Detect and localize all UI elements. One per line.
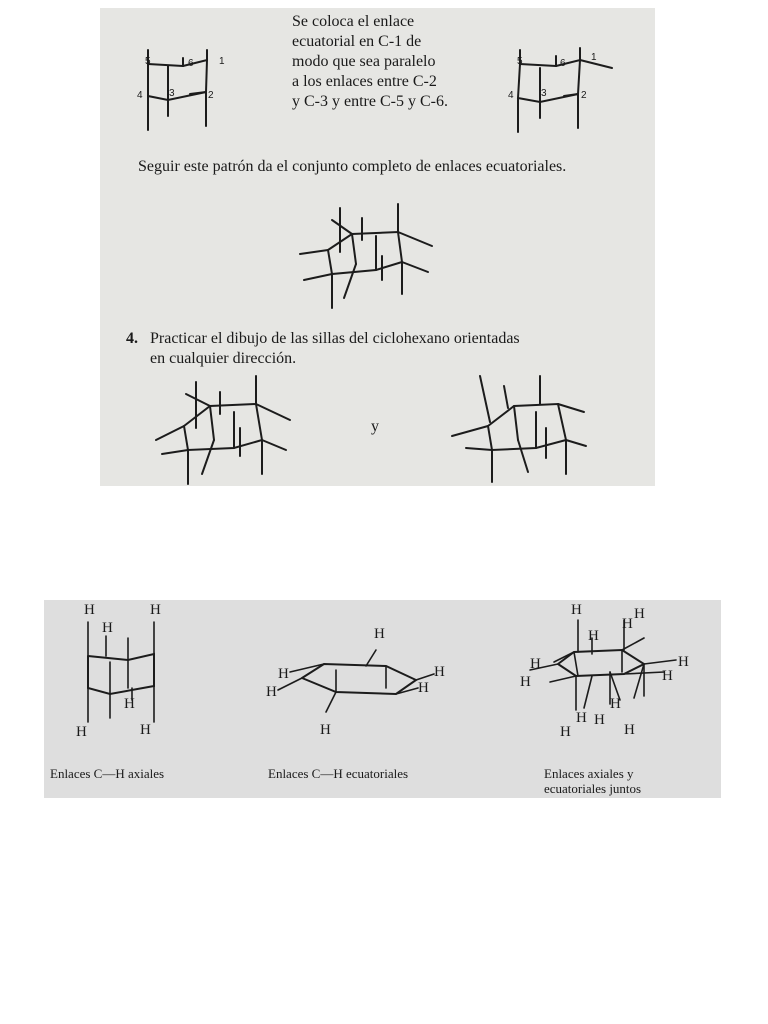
step-line-2: en cualquier dirección. xyxy=(150,350,297,367)
h-atom-label: H xyxy=(374,626,385,642)
h-atom-label: H xyxy=(418,680,429,696)
h-atom-label: H xyxy=(571,602,582,618)
h-atom-label: H xyxy=(678,654,689,670)
chair-axial-bonds xyxy=(88,622,154,722)
carbon-label-3-left: 3 xyxy=(169,88,175,99)
intro-line: modo que sea paralelo xyxy=(292,53,436,70)
intro-line: ecuatorial en C-1 de xyxy=(292,33,422,50)
carbon-label-6-right: 6 xyxy=(560,58,566,69)
carbon-label-2-left: 2 xyxy=(208,90,214,101)
h-atom-label: H xyxy=(622,616,633,632)
caption-both-line-2: ecuatoriales juntos xyxy=(544,781,642,796)
h-atom-label: H xyxy=(520,674,531,690)
intro-line: Se coloca el enlace xyxy=(292,13,415,30)
conjunction-y: y xyxy=(371,418,379,435)
carbon-label-5-left: 5 xyxy=(145,56,151,67)
h-atom-label: H xyxy=(84,602,95,618)
h-atom-label: H xyxy=(434,664,445,680)
h-atom-label: H xyxy=(140,722,151,738)
h-atom-label: H xyxy=(662,668,673,684)
h-atom-label: H xyxy=(102,620,113,636)
h-atom-label: H xyxy=(530,656,541,672)
intro-text xyxy=(292,12,448,112)
h-atom-label: H xyxy=(576,710,587,726)
h-atom-label: H xyxy=(278,666,289,682)
caption-both-line-1: Enlaces axiales y xyxy=(544,766,634,781)
carbon-label-6-left: 6 xyxy=(188,58,194,69)
chair-axial-equatorial-bonds xyxy=(530,620,676,710)
h-atom-label: H xyxy=(624,722,635,738)
caption-axial: Enlaces C—H axiales xyxy=(50,766,165,781)
carbon-label-3-right: 3 xyxy=(541,88,547,99)
h-atom-label: H xyxy=(560,724,571,740)
step-number: 4. xyxy=(126,330,138,347)
intro-line: a los enlaces entre C-2 xyxy=(292,73,437,90)
h-atom-label: H xyxy=(594,712,605,728)
h-atom-label: H xyxy=(610,696,621,712)
chair-practice-right xyxy=(452,376,586,482)
carbon-label-2-right: 2 xyxy=(581,90,587,101)
carbon-label-1-right: 1 xyxy=(591,52,597,63)
step-line-1: Practicar el dibujo de las sillas del ciclohexano orientadas xyxy=(150,330,520,347)
h-atom-label: H xyxy=(320,722,331,738)
pattern-sentence: Seguir este patrón da el conjunto completo de enlaces ecuatoriales. xyxy=(138,158,567,175)
h-atom-label: H xyxy=(588,628,599,644)
carbon-label-5-right: 5 xyxy=(517,56,523,67)
chair-numbered-left xyxy=(148,50,207,130)
caption-equatorial: Enlaces C—H ecuatoriales xyxy=(268,766,409,781)
intro-line: y C-3 y entre C-5 y C-6. xyxy=(292,93,448,110)
textbook-panel-chair-drawing xyxy=(100,8,655,486)
h-atom-label: H xyxy=(150,602,161,618)
chair-equatorial-complete xyxy=(300,204,432,308)
h-atom-label: H xyxy=(634,606,645,622)
h-atom-label: H xyxy=(266,684,277,700)
carbon-label-1-left: 1 xyxy=(219,56,225,67)
textbook-panel-ch-bonds xyxy=(44,600,721,798)
carbon-label-4-right: 4 xyxy=(508,90,514,101)
chair-practice-left xyxy=(156,376,290,484)
h-atom-label: H xyxy=(76,724,87,740)
carbon-label-4-left: 4 xyxy=(137,90,143,101)
chair-equatorial-bonds xyxy=(278,650,434,712)
h-atom-label: H xyxy=(124,696,135,712)
